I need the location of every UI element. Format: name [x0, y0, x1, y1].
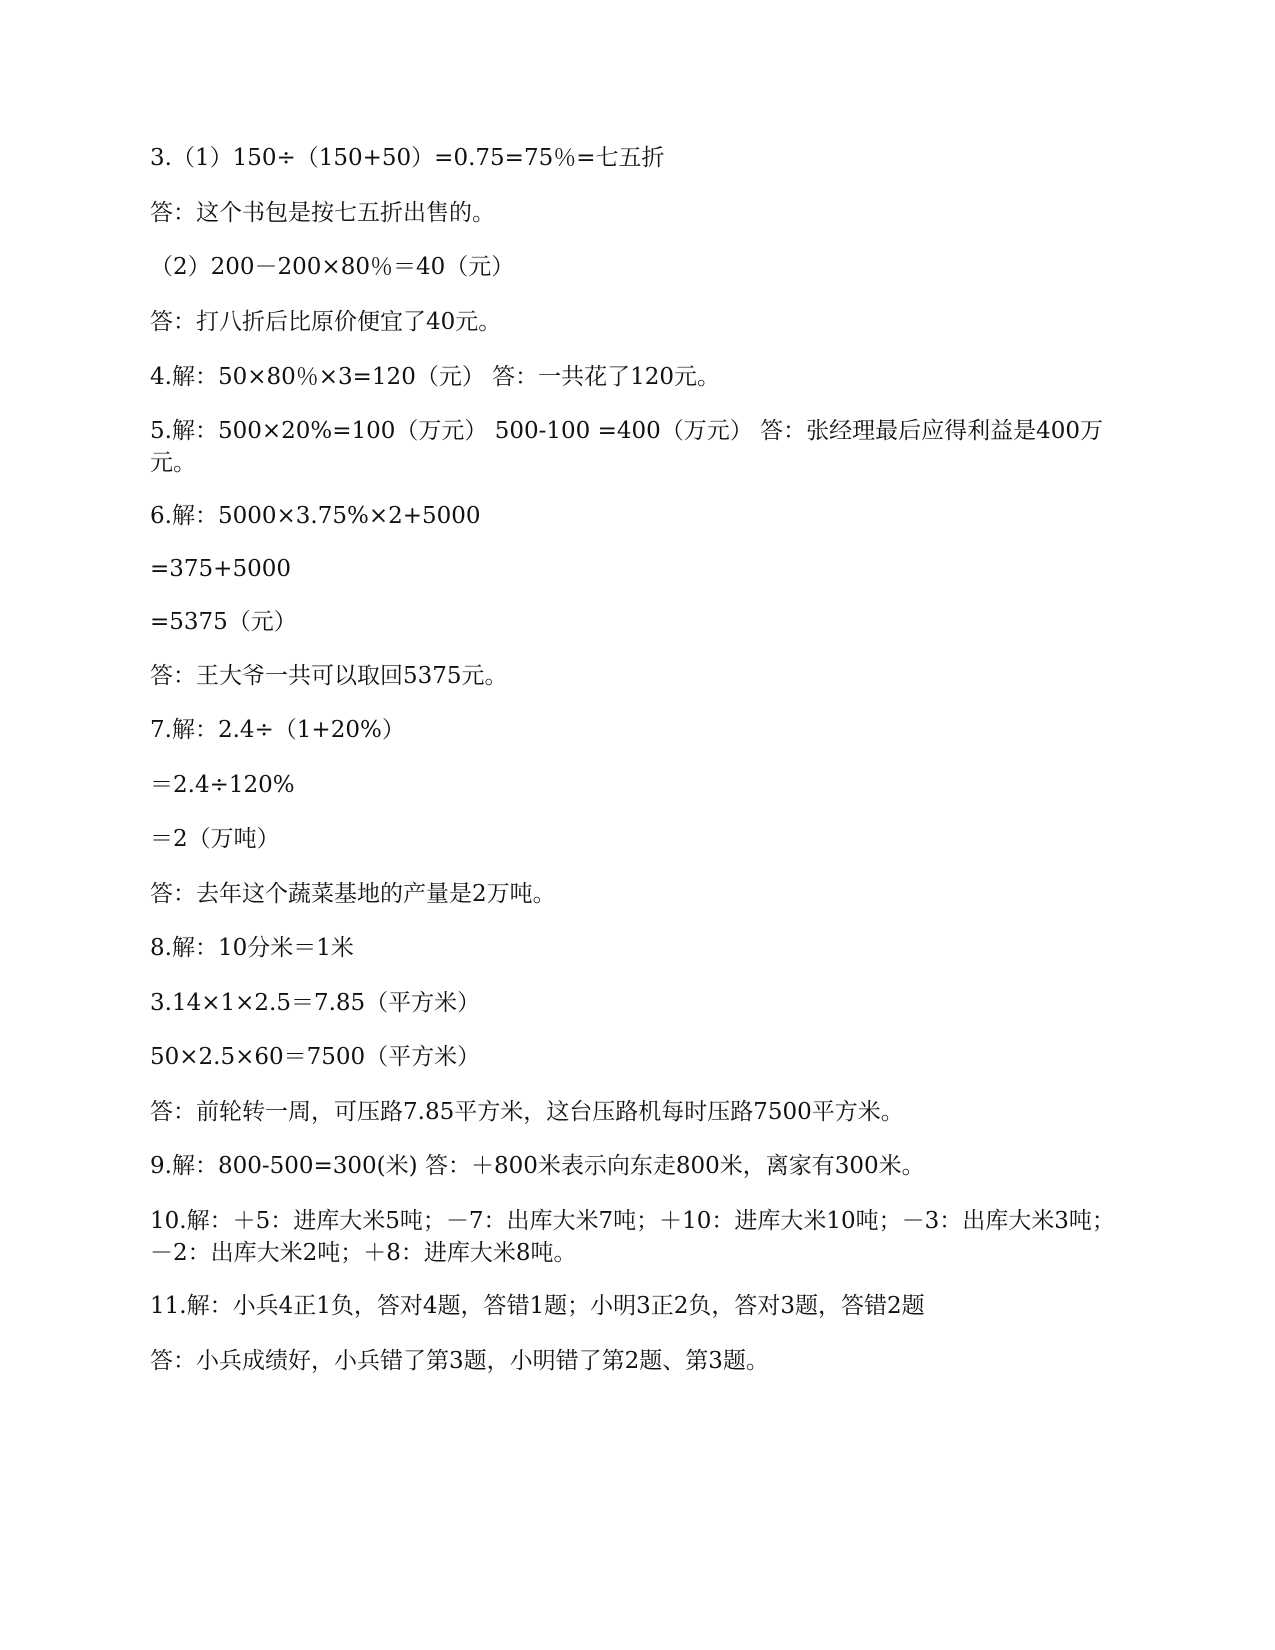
q8-answer: 答：前轮转一周，可压路7.85平方米，这台压路机每时压路7500平方米。 — [150, 1099, 904, 1125]
q7-calc-step2: ＝2.4÷120% — [150, 772, 295, 798]
q4-solution: 4.解：50×80％×3=120（元） 答：一共花了120元。 — [150, 364, 721, 390]
q5-solution: 5.解：500×20%=100（万元） 500-100 =400（万元） 答：张经理最后应得利益是400万元。 — [150, 418, 1103, 476]
q7-calc-step3: ＝2（万吨） — [150, 826, 280, 852]
q8-calc-step2: 50×2.5×60＝7500（平方米） — [150, 1044, 481, 1070]
q7-calc-step1: 7.解：2.4÷（1+20%） — [150, 717, 405, 743]
q3-part2-calc: （2）200－200×80％＝40（元） — [150, 254, 515, 280]
q10-solution: 10.解：＋5：进库大米5吨；－7：出库大米7吨；＋10：进库大米10吨；－3：出库大米3吨；－2：出库大米2吨；＋8：进库大米8吨。 — [150, 1208, 1115, 1266]
q11-answer: 答：小兵成绩好，小兵错了第3题，小明错了第2题、第3题。 — [150, 1348, 769, 1374]
q3-part1-calc: 3.（1）150÷（150+50）=0.75=75％=七五折 — [150, 145, 665, 171]
q9-solution: 9.解：800-500=300(米) 答：＋800米表示向东走800米，离家有300米。 — [150, 1153, 925, 1179]
q3-part2-answer: 答：打八折后比原价便宜了40元。 — [150, 309, 502, 335]
q6-answer: 答：王大爷一共可以取回5375元。 — [150, 663, 508, 689]
q11-solution: 11.解：小兵4正1负，答对4题，答错1题；小明3正2负，答对3题，答错2题 — [150, 1293, 925, 1319]
q8-calc-step1: 3.14×1×2.5＝7.85（平方米） — [150, 990, 481, 1016]
q3-part1-answer: 答：这个书包是按七五折出售的。 — [150, 200, 495, 226]
q6-calc-step2: =375+5000 — [150, 556, 291, 582]
q7-answer: 答：去年这个蔬菜基地的产量是2万吨。 — [150, 881, 556, 907]
q6-calc-step1: 6.解：5000×3.75%×2+5000 — [150, 503, 481, 529]
q6-calc-step3: =5375（元） — [150, 609, 297, 635]
q8-conversion: 8.解：10分米＝1米 — [150, 935, 354, 961]
